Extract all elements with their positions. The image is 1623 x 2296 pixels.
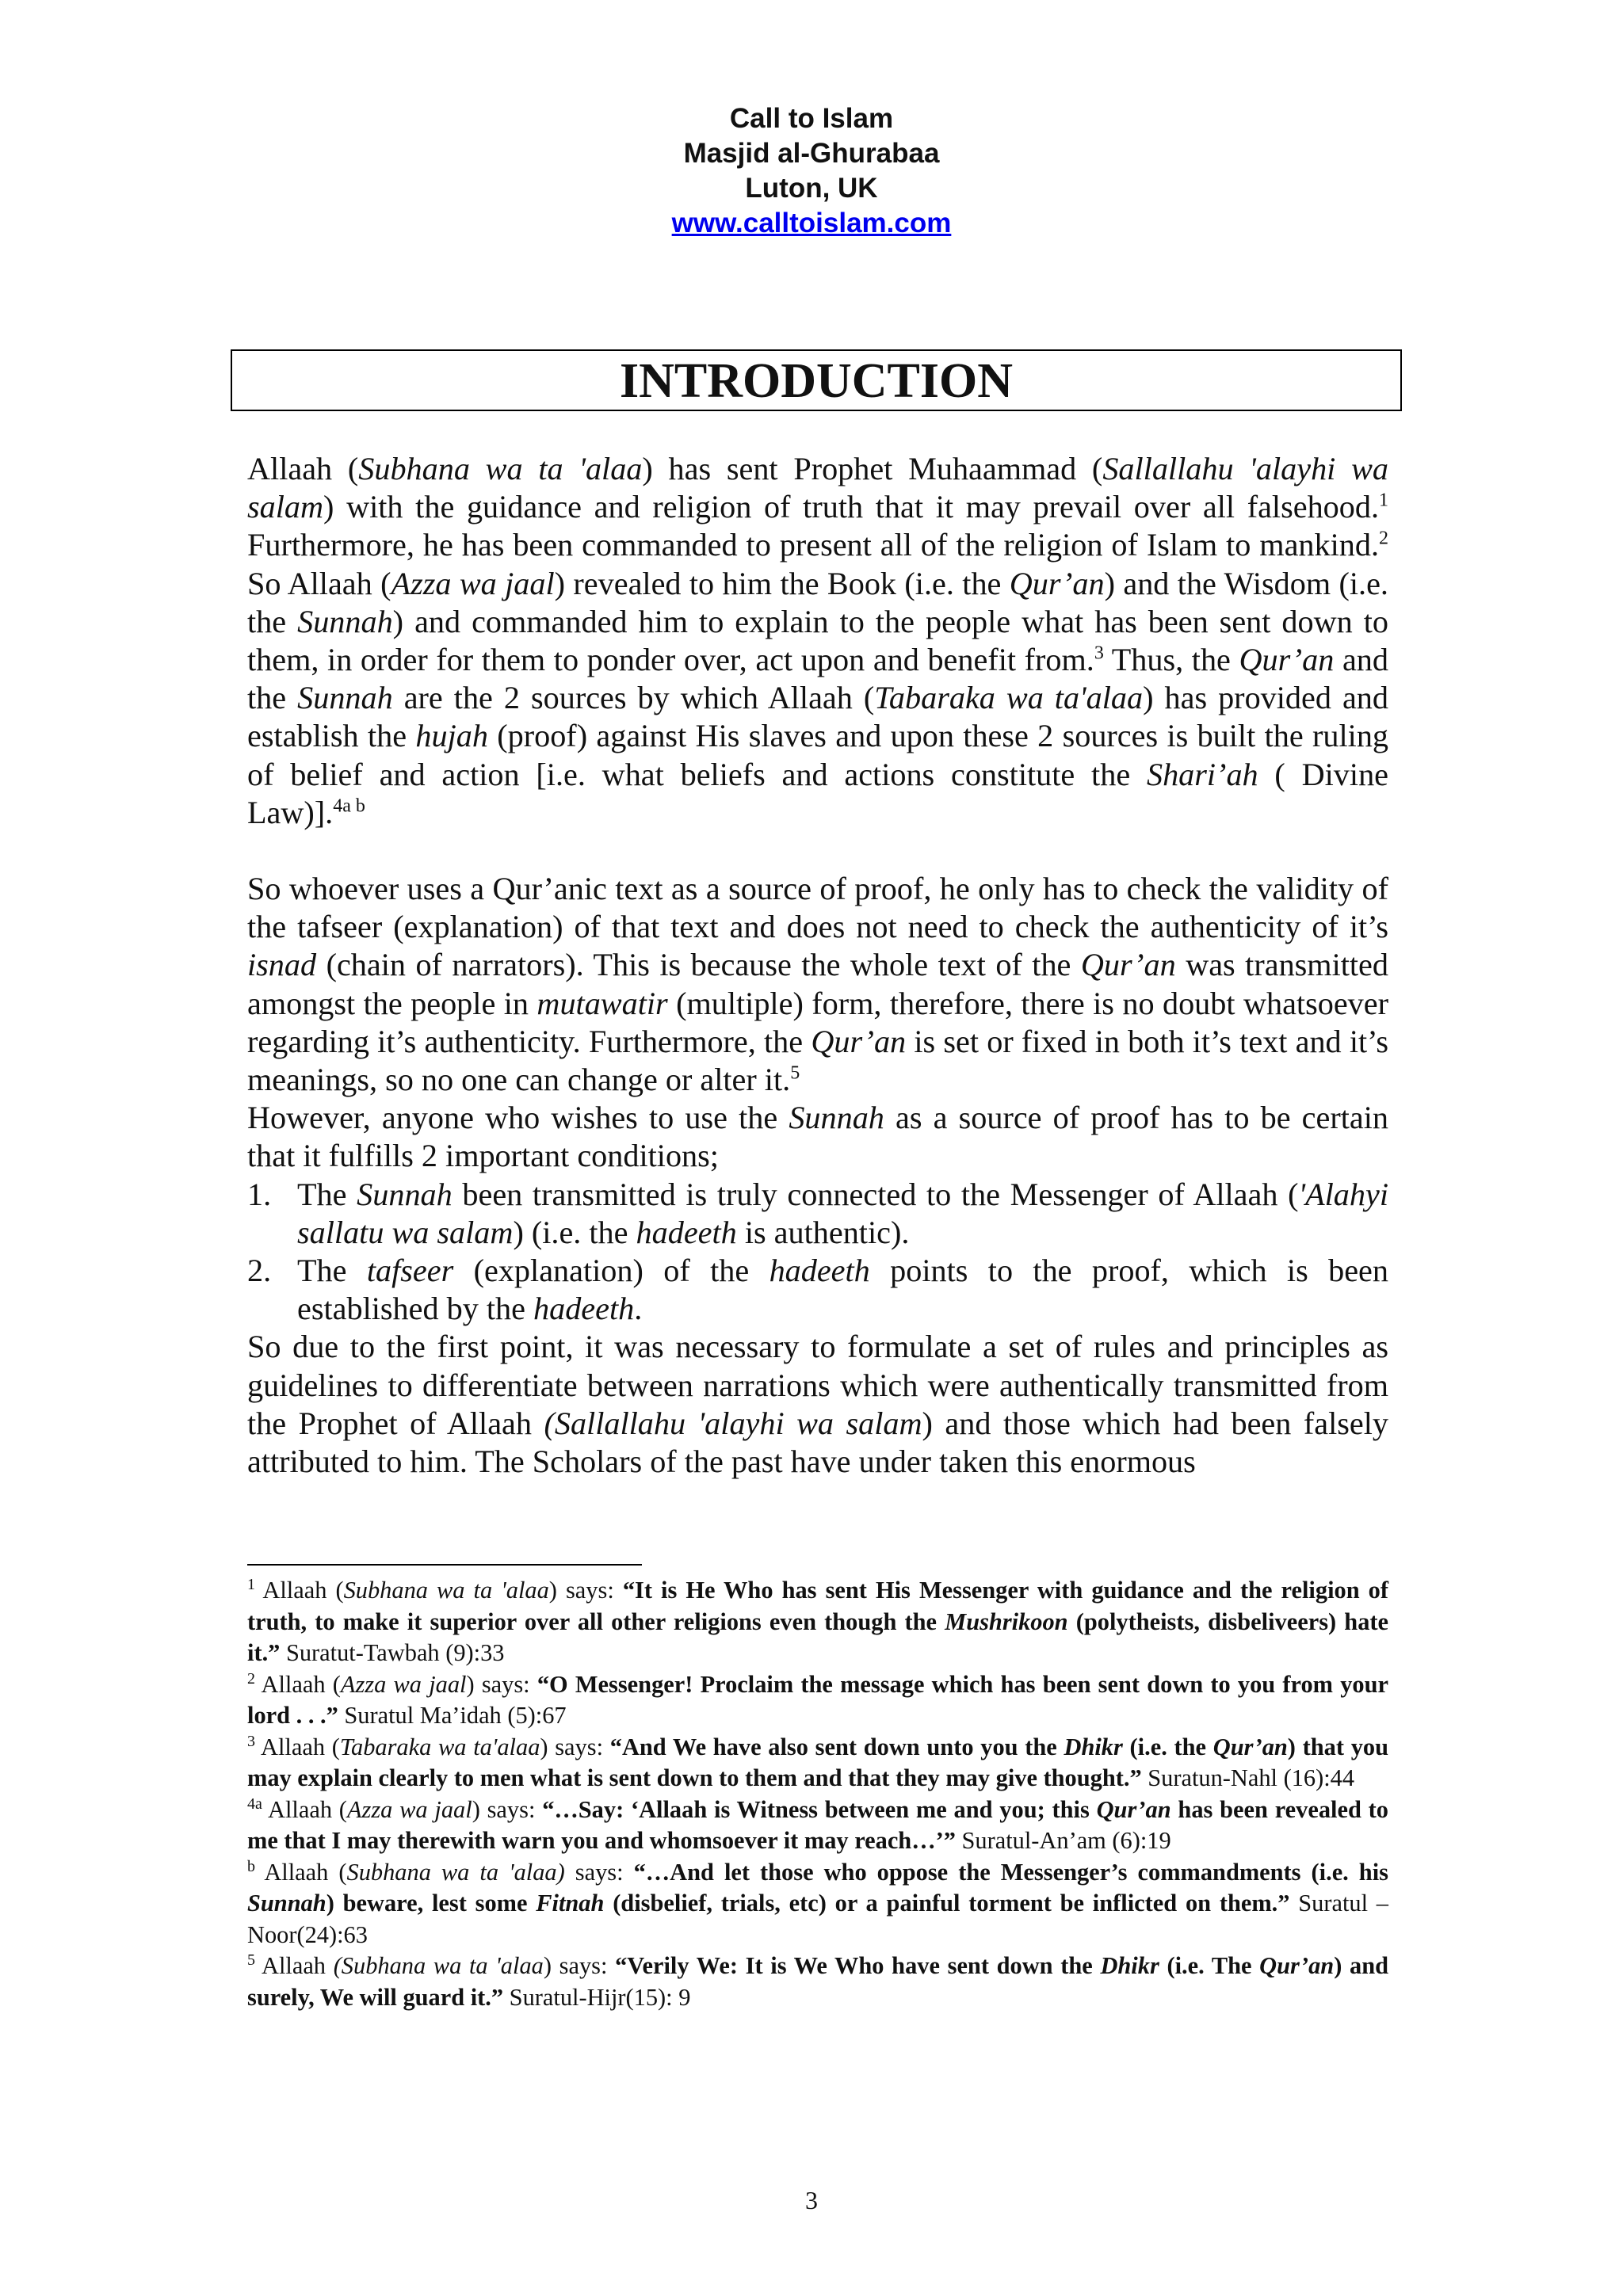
- text-run: hadeeth: [769, 1253, 870, 1289]
- text-run: hadeeth: [533, 1291, 635, 1327]
- footnote-marker: 3: [247, 1732, 255, 1750]
- text-run: Allaah: [255, 1952, 334, 1979]
- text-run: Allaah (: [255, 1670, 341, 1698]
- paragraph-4: [247, 1328, 1388, 1481]
- text-run: ) and the Wisdom (i.e. the: [247, 565, 1388, 639]
- header-organization: Call to Islam: [729, 103, 894, 134]
- text-run: Qur’an: [1080, 947, 1176, 983]
- text-run: ) and commanded him to explain to the people what has been sent down to them, in order for them to ponder over, act upon and benefit from.: [247, 603, 1388, 678]
- footnote-4a: [247, 1794, 1388, 1857]
- text-run: Mushrikoon: [945, 1608, 1068, 1635]
- text-run: .: [634, 1291, 643, 1327]
- text-run: Sallallahu 'alayhi wa salam: [247, 451, 1388, 525]
- text-run: Sunnah: [357, 1176, 453, 1212]
- header-website: [0, 206, 1623, 241]
- footnotes: [247, 1575, 1388, 2013]
- text-run: Allaah (: [262, 1795, 347, 1823]
- text-run: (Subhana wa ta 'alaa: [333, 1952, 544, 1979]
- text-run: “Verily We: It is We Who have sent down the: [615, 1952, 1101, 1979]
- text-run: hujah: [415, 718, 488, 754]
- text-run: Suratul-An’am (6):19: [955, 1827, 1171, 1854]
- text-run: 'Alahyi sallatu wa salam: [297, 1176, 1388, 1250]
- text-run: was transmitted amongst the people in: [247, 947, 1388, 1021]
- list-number: 1.: [247, 1176, 272, 1212]
- text-run: Tabaraka wa ta'alaa: [874, 680, 1144, 716]
- text-run: Thus, the: [1103, 642, 1239, 678]
- text-run: Azza wa jaal: [346, 1795, 472, 1823]
- text-run: Suratul –Noor(24):63: [247, 1890, 1388, 1948]
- text-run: ) and those which had been falsely attributed to him. The Scholars of the past have under taken this enormous: [247, 1405, 1388, 1480]
- text-run: “…And let those who oppose the Messenger’s commandments (i.e. his: [633, 1858, 1388, 1886]
- text-run: So due to the first point, it was necessary to formulate a set of rules and principles as guidelines to differentiate between narrations which were authentically transmitted from the Prophet of Allaah: [247, 1329, 1388, 1441]
- footnote-marker: 5: [247, 1951, 255, 1969]
- text-run: ) has provided and establish the: [247, 680, 1388, 754]
- text-run: So whoever uses a Qur’anic text as a source of proof, he only has to check the validity of the tafseer (explanation) of that text and does not need to check the authenticity of it’s: [247, 871, 1388, 945]
- text-run: ) says:: [548, 1577, 623, 1604]
- footnote-2: [247, 1669, 1388, 1732]
- footnote-marker: 1: [247, 1575, 255, 1593]
- text-run: ) and surely, We will guard it.”: [247, 1952, 1388, 2011]
- text-run: “And We have also sent down unto you the: [609, 1733, 1064, 1760]
- list-item: [247, 1252, 1388, 1328]
- text-run: (proof) against His slaves and upon these 2 sources is built the ruling of belief and action [i.e. what beliefs and actions constitute the: [247, 718, 1389, 792]
- text-run: says:: [564, 1858, 634, 1886]
- text-run: are the 2 sources by which Allaah (: [392, 680, 875, 716]
- paragraph-1: [247, 450, 1388, 832]
- text-run: (chain of narrators). This is because the whole text of the: [316, 947, 1081, 983]
- footnote-marker: b: [247, 1857, 255, 1875]
- text-run: Suratul Ma’idah (5):67: [338, 1702, 567, 1729]
- text-run: Tabaraka wa ta'alaa: [339, 1733, 540, 1760]
- text-run: Suratut-Tawbah (9):33: [280, 1639, 505, 1666]
- text-run: Allaah (: [255, 1577, 344, 1604]
- text-run: Azza wa jaal: [340, 1670, 467, 1698]
- text-run: ) says:: [543, 1952, 616, 1979]
- text-run: Azza wa jaal: [391, 565, 555, 601]
- text-run: ( Divine Law)].: [247, 756, 1388, 830]
- text-run: tafseer: [366, 1253, 454, 1289]
- text-run: Subhana wa ta 'alaa: [343, 1577, 549, 1604]
- list-item-text: [297, 1177, 1388, 1250]
- text-run: (multiple) form, therefore, there is no doubt whatsoever regarding it’s authenticity. Furthermore, the: [247, 985, 1388, 1059]
- text-run: However, anyone who wishes to use the: [247, 1100, 789, 1136]
- text-run: ) beware, lest some: [326, 1890, 537, 1917]
- footnote-marker: 5: [790, 1062, 800, 1084]
- text-run: Qur’an: [1096, 1795, 1171, 1823]
- text-run: The: [297, 1253, 367, 1289]
- text-run: points to the proof, which is been established by the: [297, 1253, 1388, 1327]
- text-run: Subhana wa ta 'alaa: [358, 451, 643, 486]
- text-run: ) revealed to him the Book (i.e. the: [554, 565, 1010, 601]
- text-run: The: [297, 1176, 357, 1212]
- footnote-4b: [247, 1857, 1388, 1951]
- text-run: Qur’an: [1239, 642, 1335, 678]
- text-run: “O Messenger! Proclaim the message which has been sent down to you from your lord . . .”: [247, 1670, 1388, 1729]
- list-item: [247, 1176, 1388, 1252]
- text-run: ) says:: [466, 1670, 537, 1698]
- text-run: Furthermore, he has been commanded to present all of the religion of Islam to mankind.: [247, 527, 1379, 563]
- footnote-marker: 4a b: [333, 795, 365, 817]
- text-run: (polytheists, disbeliveers) hate it.”: [247, 1608, 1388, 1666]
- text-run: is authentic).: [736, 1214, 910, 1250]
- text-run: as a source of proof has to be certain that it fulfills 2 important conditions;: [247, 1100, 1388, 1174]
- list-item-text: [297, 1253, 1388, 1326]
- paragraph-2: [247, 870, 1388, 1099]
- footnote-marker: 1: [1379, 490, 1388, 511]
- footnote-marker: 4a: [247, 1794, 262, 1813]
- footnote-1: [247, 1575, 1388, 1669]
- text-run: hadeeth: [636, 1214, 737, 1250]
- title-box: [231, 349, 1402, 411]
- text-run: Dhikr: [1100, 1952, 1159, 1979]
- footnote-marker: 2: [247, 1669, 255, 1688]
- text-run: ) says:: [540, 1733, 610, 1760]
- text-run: been transmitted is truly connected to the Messenger of Allaah (: [452, 1176, 1299, 1212]
- text-run: isnad: [247, 947, 317, 983]
- list-number: 2.: [247, 1253, 272, 1289]
- text-run: Fitnah: [536, 1890, 605, 1917]
- text-run: (i.e. The: [1159, 1952, 1260, 1979]
- text-run: Qur’an: [1259, 1952, 1335, 1979]
- text-run: has been revealed to me that I may therewith warn you and whomsoever it may reach…’”: [247, 1795, 1388, 1854]
- text-run: Suratul-Hijr(15): 9: [503, 1983, 691, 2011]
- text-run: ) with the guidance and religion of truth that it may prevail over all falsehood.: [323, 489, 1379, 525]
- text-run: Sunnah: [247, 1890, 327, 1917]
- text-run: Qur’an: [1212, 1733, 1288, 1760]
- paragraph-3: [247, 1099, 1388, 1175]
- text-run: So Allaah (: [247, 565, 391, 601]
- text-run: ) says:: [472, 1795, 543, 1823]
- text-run: Sunnah: [297, 680, 393, 716]
- text-run: (Sallallahu 'alayhi wa salam: [544, 1405, 922, 1441]
- body-text: [247, 450, 1388, 1481]
- page-title: INTRODUCTION: [619, 354, 1014, 408]
- text-run: ) (i.e. the: [513, 1214, 636, 1250]
- footnote-3: [247, 1732, 1388, 1794]
- text-run: is set or fixed in both it’s text and it’s meanings, so no one can change or alter it.: [247, 1023, 1388, 1098]
- text-run: ) that you may explain clearly to men what is sent down to them and that they may give thought.”: [247, 1733, 1388, 1791]
- text-run: Allaah (: [255, 1733, 340, 1760]
- footnote-marker: 3: [1094, 643, 1104, 664]
- text-run: Allaah (: [247, 451, 359, 486]
- text-run: (disbelief, trials, etc) or a painful torment be inflicted on them.”: [604, 1890, 1290, 1917]
- text-run: Sunnah: [297, 603, 393, 639]
- text-run: mutawatir: [537, 985, 668, 1021]
- footnote-5: [247, 1951, 1388, 2013]
- text-run: “…Say: ‘Allaah is Witness between me and you; this: [542, 1795, 1097, 1823]
- text-run: (explanation) of the: [453, 1253, 769, 1289]
- footnote-separator: [247, 1564, 642, 1566]
- text-run: ) has sent Prophet Muhaammad (: [642, 451, 1103, 486]
- text-run: Qur’an: [1009, 565, 1105, 601]
- header-mosque: Masjid al-Ghurabaa: [683, 138, 940, 169]
- text-run: Shari’ah: [1146, 756, 1258, 792]
- page-number: 3: [805, 2186, 818, 2214]
- text-run: (i.e. the: [1122, 1733, 1213, 1760]
- text-run: Suratun-Nahl (16):44: [1141, 1764, 1355, 1791]
- footnote-marker: 2: [1379, 528, 1388, 550]
- text-run: Dhikr: [1064, 1733, 1123, 1760]
- text-run: and the: [247, 642, 1388, 716]
- website-link[interactable]: www.calltoislam.com: [671, 208, 952, 238]
- text-run: Allaah (: [255, 1858, 347, 1886]
- text-run: “It is He Who has sent His Messenger with guidance and the religion of truth, to make it superior over all other religions even though the: [247, 1577, 1388, 1635]
- text-run: Qur’an: [811, 1023, 907, 1059]
- text-run: Subhana wa ta 'alaa): [346, 1858, 565, 1886]
- header-location: Luton, UK: [745, 173, 878, 204]
- text-run: Sunnah: [789, 1100, 884, 1136]
